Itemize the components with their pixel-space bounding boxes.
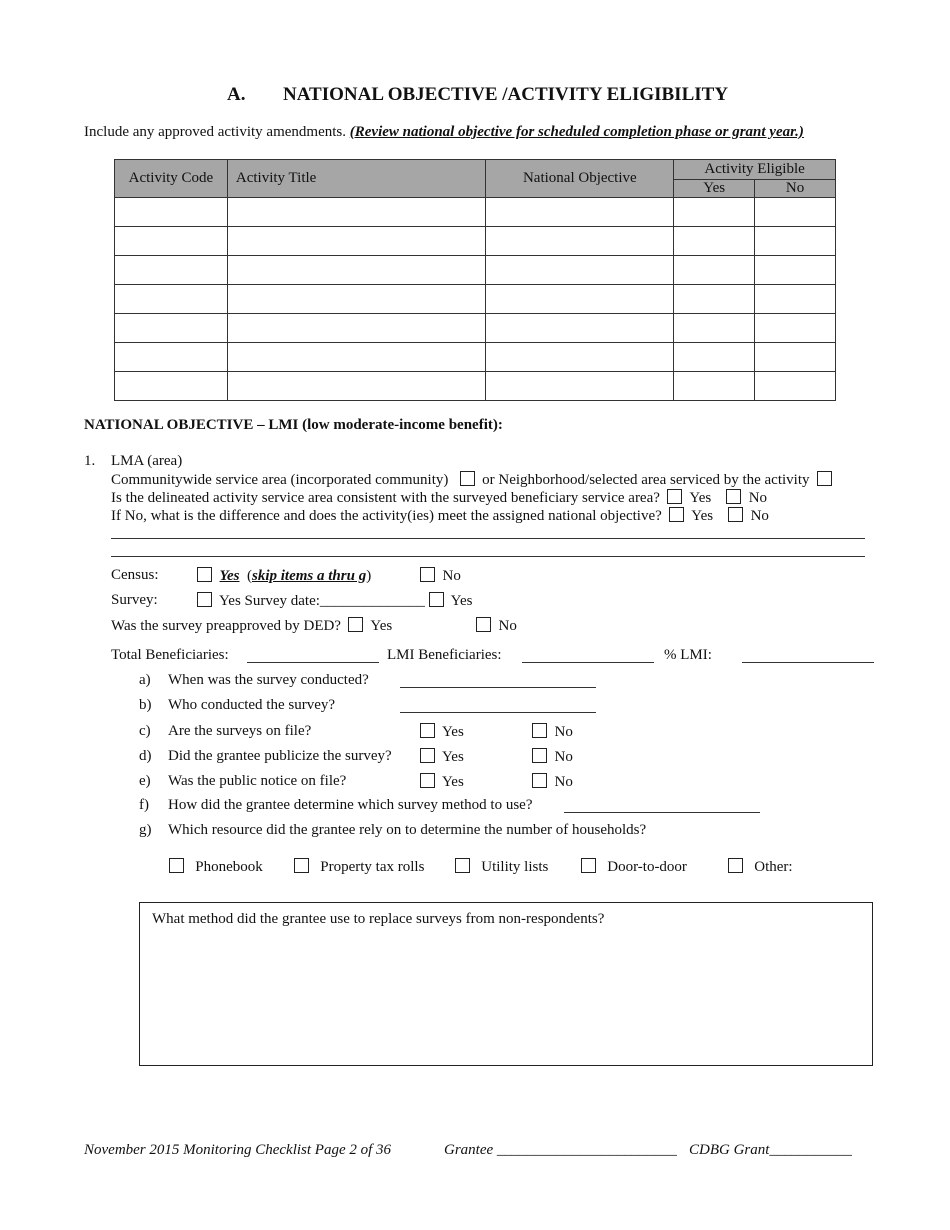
table-row xyxy=(115,372,836,401)
survey-group xyxy=(197,592,472,610)
method-answer-box[interactable] xyxy=(139,902,873,1066)
answer-line[interactable] xyxy=(111,538,865,539)
census-yes-checkbox[interactable] xyxy=(197,567,212,582)
question-text: Which resource did the grantee rely on to determine the number of households? xyxy=(168,822,647,838)
difference-question: If No, what is the difference and does the activity(ies) meet the assigned national objective? xyxy=(111,508,662,524)
table-cell[interactable] xyxy=(115,198,228,227)
other-checkbox[interactable] xyxy=(728,858,743,873)
question-text: Are the surveys on file? xyxy=(168,723,312,739)
consistency-no-label: No xyxy=(748,490,768,506)
table-cell[interactable] xyxy=(227,314,486,343)
communitywide-checkbox[interactable] xyxy=(460,471,475,486)
table-cell[interactable] xyxy=(115,372,228,401)
table-cell[interactable] xyxy=(755,256,836,285)
table-cell[interactable] xyxy=(674,198,755,227)
no-label: No xyxy=(554,774,573,790)
consistency-question: Is the delineated activity service area consistent with the surveyed beneficiary service area? xyxy=(111,490,660,506)
question-letter: c) xyxy=(139,723,151,739)
table-cell[interactable] xyxy=(755,198,836,227)
section-title: NATIONAL OBJECTIVE /ACTIVITY ELIGIBILITY xyxy=(283,84,729,105)
table-cell[interactable] xyxy=(486,372,674,401)
table-cell[interactable] xyxy=(115,256,228,285)
survey-conductor-input[interactable] xyxy=(400,712,596,713)
no-checkbox[interactable] xyxy=(532,723,547,738)
table-cell[interactable] xyxy=(674,285,755,314)
table-cell[interactable] xyxy=(115,314,228,343)
no-label: No xyxy=(554,724,573,740)
header-national-objective: National Objective xyxy=(486,160,674,198)
no-option xyxy=(532,748,573,766)
census-yes-group xyxy=(197,567,371,585)
utility-checkbox[interactable] xyxy=(455,858,470,873)
consistency-no-checkbox[interactable] xyxy=(726,489,741,504)
table-cell[interactable] xyxy=(486,314,674,343)
header-activity-title: Activity Title xyxy=(227,160,486,198)
survey-yes2-checkbox[interactable] xyxy=(429,592,444,607)
yes-label: Yes xyxy=(441,724,464,740)
table-cell[interactable] xyxy=(486,285,674,314)
pct-lmi-label: % LMI: xyxy=(664,647,712,663)
question-letter: g) xyxy=(139,822,152,838)
table-cell[interactable] xyxy=(115,343,228,372)
resource-label: Property tax rolls xyxy=(320,859,425,875)
no-option xyxy=(532,723,573,741)
method-question: What method did the grantee use to replace surveys from non-respondents? xyxy=(152,911,605,927)
question-letter: f) xyxy=(139,797,149,813)
table-cell[interactable] xyxy=(227,343,486,372)
table-row xyxy=(115,227,836,256)
item-title: LMA (area) xyxy=(111,453,183,469)
census-label: Census: xyxy=(111,567,159,583)
table-row xyxy=(115,343,836,372)
lmi-beneficiaries-label: LMI Beneficiaries: xyxy=(387,647,502,663)
header-yes: Yes xyxy=(674,179,755,198)
intro-note: (Review national objective for scheduled completion phase or grant year.) xyxy=(349,124,804,140)
header-activity-code: Activity Code xyxy=(115,160,228,198)
yes-option xyxy=(420,773,464,791)
consistency-line xyxy=(111,489,767,507)
item-number: 1. xyxy=(84,453,96,469)
census-no-checkbox[interactable] xyxy=(420,567,435,582)
census-skip-close: ) xyxy=(366,568,372,584)
yes-checkbox[interactable] xyxy=(420,748,435,763)
intro-line xyxy=(84,124,804,141)
question-text: Did the grantee publicize the survey? xyxy=(168,748,392,764)
pct-lmi-input[interactable] xyxy=(742,662,874,663)
table-cell[interactable] xyxy=(755,372,836,401)
service-area-line xyxy=(111,471,832,489)
phonebook-checkbox[interactable] xyxy=(169,858,184,873)
difference-line xyxy=(111,507,769,525)
header-no: No xyxy=(755,179,836,198)
census-no-group xyxy=(420,567,461,585)
survey-method-input[interactable] xyxy=(564,812,760,813)
resource-door-to-door xyxy=(581,858,687,876)
survey-date-label[interactable]: Survey date:______________ xyxy=(244,593,425,609)
header-activity-eligible: Activity Eligible xyxy=(674,160,836,180)
preapproved-yes-checkbox[interactable] xyxy=(348,617,363,632)
question-text: Who conducted the survey? xyxy=(168,697,336,713)
survey-yes2-label: Yes xyxy=(450,593,473,609)
footer-grant: CDBG Grant___________ xyxy=(689,1142,852,1158)
table-row xyxy=(115,314,836,343)
question-letter: b) xyxy=(139,697,152,713)
door-to-door-checkbox[interactable] xyxy=(581,858,596,873)
resource-label: Phonebook xyxy=(195,859,263,875)
yes-checkbox[interactable] xyxy=(420,773,435,788)
survey-yes-checkbox[interactable] xyxy=(197,592,212,607)
census-yes-label: Yes xyxy=(219,568,240,584)
table-cell[interactable] xyxy=(227,227,486,256)
lmi-beneficiaries-input[interactable] xyxy=(522,662,654,663)
yes-option xyxy=(420,723,464,741)
table-cell[interactable] xyxy=(227,285,486,314)
table-cell[interactable] xyxy=(674,372,755,401)
table-row xyxy=(115,198,836,227)
preapproved-no-label: No xyxy=(498,618,517,634)
property-tax-checkbox[interactable] xyxy=(294,858,309,873)
question-text: When was the survey conducted? xyxy=(168,672,369,688)
section-letter: A. xyxy=(227,84,246,105)
survey-conducted-input[interactable] xyxy=(400,687,596,688)
neighborhood-checkbox[interactable] xyxy=(817,471,832,486)
census-skip-open: ( xyxy=(247,568,252,584)
table-cell[interactable] xyxy=(755,343,836,372)
question-letter: d) xyxy=(139,748,152,764)
footer-grantee: Grantee ________________________ xyxy=(444,1142,677,1158)
consistency-yes-checkbox[interactable] xyxy=(667,489,682,504)
intro-text: Include any approved activity amendments. xyxy=(84,124,346,140)
yes-option xyxy=(420,748,464,766)
difference-no-label: No xyxy=(750,508,769,524)
table-cell[interactable] xyxy=(486,256,674,285)
no-checkbox[interactable] xyxy=(532,773,547,788)
total-beneficiaries-input[interactable] xyxy=(247,662,379,663)
total-beneficiaries-label: Total Beneficiaries: xyxy=(111,647,229,663)
table-cell[interactable] xyxy=(486,343,674,372)
difference-yes-label: Yes xyxy=(691,508,714,524)
neighborhood-label: or Neighborhood/selected area serviced by the activity xyxy=(482,472,810,488)
resource-label: Other: xyxy=(754,859,793,875)
yes-label: Yes xyxy=(441,749,464,765)
activity-table xyxy=(114,159,836,401)
survey-label: Survey: xyxy=(111,592,158,608)
question-text: Was the public notice on file? xyxy=(168,773,347,789)
lmi-heading: NATIONAL OBJECTIVE – LMI (low moderate-income benefit): xyxy=(84,417,503,433)
answer-line[interactable] xyxy=(111,556,865,557)
table-row xyxy=(115,256,836,285)
table-row xyxy=(115,285,836,314)
census-no-label: No xyxy=(442,568,461,584)
consistency-yes-label: Yes xyxy=(689,490,712,506)
resource-label: Utility lists xyxy=(481,859,549,875)
preapproved-no-checkbox[interactable] xyxy=(476,617,491,632)
question-letter: a) xyxy=(139,672,151,688)
table-cell[interactable] xyxy=(227,198,486,227)
communitywide-label: Communitywide service area (incorporated community) xyxy=(111,472,449,488)
table-cell[interactable] xyxy=(755,285,836,314)
footer-checklist: November 2015 Monitoring Checklist Page 2 of 36 xyxy=(84,1142,392,1158)
table-cell[interactable] xyxy=(755,227,836,256)
question-text: How did the grantee determine which survey method to use? xyxy=(168,797,533,813)
table-cell[interactable] xyxy=(227,372,486,401)
yes-checkbox[interactable] xyxy=(420,723,435,738)
resource-phonebook xyxy=(169,858,263,876)
difference-no-checkbox[interactable] xyxy=(728,507,743,522)
resource-other xyxy=(728,858,793,876)
preapproved-group xyxy=(111,617,392,635)
table-cell[interactable] xyxy=(674,227,755,256)
resource-property-tax xyxy=(294,858,424,876)
table-cell[interactable] xyxy=(486,198,674,227)
preapproved-yes-label: Yes xyxy=(370,618,393,634)
table-cell[interactable] xyxy=(755,314,836,343)
yes-label: Yes xyxy=(441,774,464,790)
table-cell[interactable] xyxy=(674,343,755,372)
preapproved-question: Was the survey preapproved by DED? xyxy=(111,618,341,634)
difference-yes-checkbox[interactable] xyxy=(669,507,684,522)
table-cell[interactable] xyxy=(674,314,755,343)
resource-label: Door-to-door xyxy=(607,859,687,875)
table-cell[interactable] xyxy=(674,256,755,285)
no-label: No xyxy=(554,749,573,765)
survey-yes-label: Yes xyxy=(218,593,241,609)
table-cell[interactable] xyxy=(227,256,486,285)
preapproved-no-group xyxy=(476,617,517,635)
census-skip-note: skip items a thru g xyxy=(252,568,367,584)
resource-utility xyxy=(455,858,548,876)
table-cell[interactable] xyxy=(115,227,228,256)
no-option xyxy=(532,773,573,791)
table-cell[interactable] xyxy=(486,227,674,256)
no-checkbox[interactable] xyxy=(532,748,547,763)
question-letter: e) xyxy=(139,773,151,789)
table-cell[interactable] xyxy=(115,285,228,314)
